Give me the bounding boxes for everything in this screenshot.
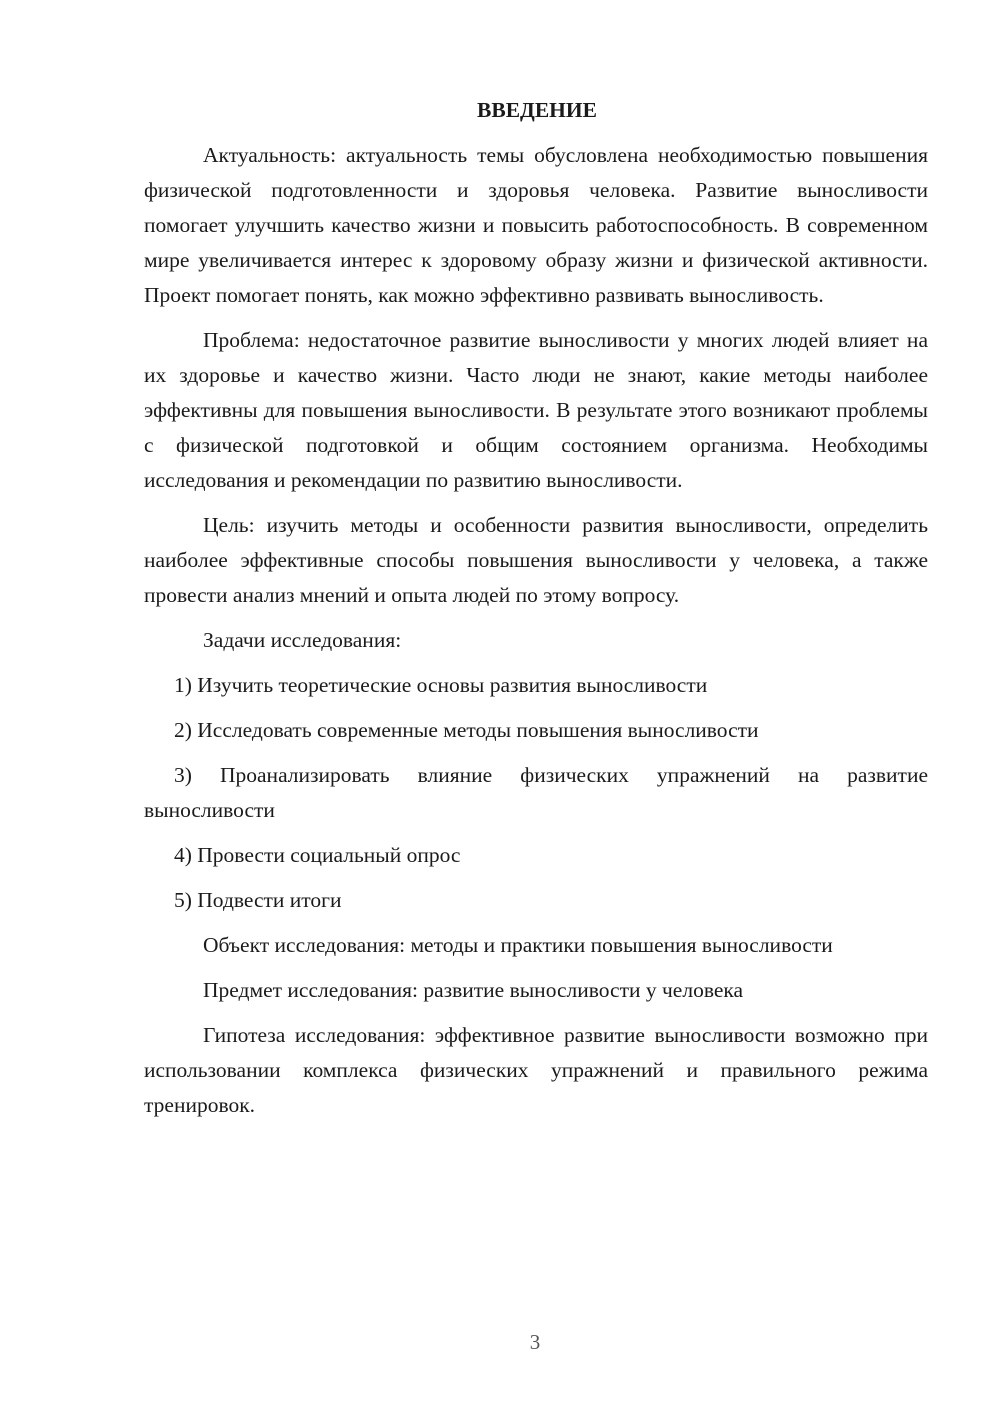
list-item: 3) Проанализировать влияние физических упражнений на развитие выносливости — [144, 763, 928, 822]
subject-paragraph: Предмет исследования: развитие выносливости у человека — [203, 978, 744, 1002]
page-title: ВВЕДЕНИЕ — [477, 98, 597, 122]
list-item: 4) Провести социальный опрос — [174, 843, 461, 867]
tasks-heading: Задачи исследования: — [203, 628, 402, 652]
hypothesis-paragraph: Гипотеза исследования: эффективное развитие выносливости возможно при использовании комплекса физических упражнений и правильного режима тренировок. — [144, 1023, 928, 1117]
page-content — [144, 93, 928, 1133]
list-item: 2) Исследовать современные методы повышения выносливости — [174, 718, 759, 742]
page-number: 3 — [529, 1330, 541, 1354]
relevance-paragraph: Актуальность: актуальность темы обусловлена необходимостью повышения физической подготовленности и здоровья человека. Развитие выносливости помогает улучшить качество жизни и повысить работоспособность. В современном мире увеличивается интерес к здоровому образу жизни и физической активности. Проект помогает понять, как можно эффективно развивать выносливость. — [144, 143, 928, 307]
problem-paragraph: Проблема: недостаточное развитие выносливости у многих людей влияет на их здоровье и качество жизни. Часто люди не знают, какие методы наиболее эффективны для повышения выносливости. В результате этого возникают проблемы с физической подготовкой и общим состоянием организма. Необходимы исследования и рекомендации по развитию выносливости. — [144, 328, 928, 492]
object-paragraph: Объект исследования: методы и практики повышения выносливости — [203, 933, 833, 957]
list-item: 1) Изучить теоретические основы развития выносливости — [174, 673, 708, 697]
goal-paragraph: Цель: изучить методы и особенности развития выносливости, определить наиболее эффективные способы повышения выносливости у человека, а также провести анализ мнений и опыта людей по этому вопросу. — [144, 513, 928, 607]
list-item: 5) Подвести итоги — [174, 888, 342, 912]
tasks-list — [144, 668, 928, 918]
